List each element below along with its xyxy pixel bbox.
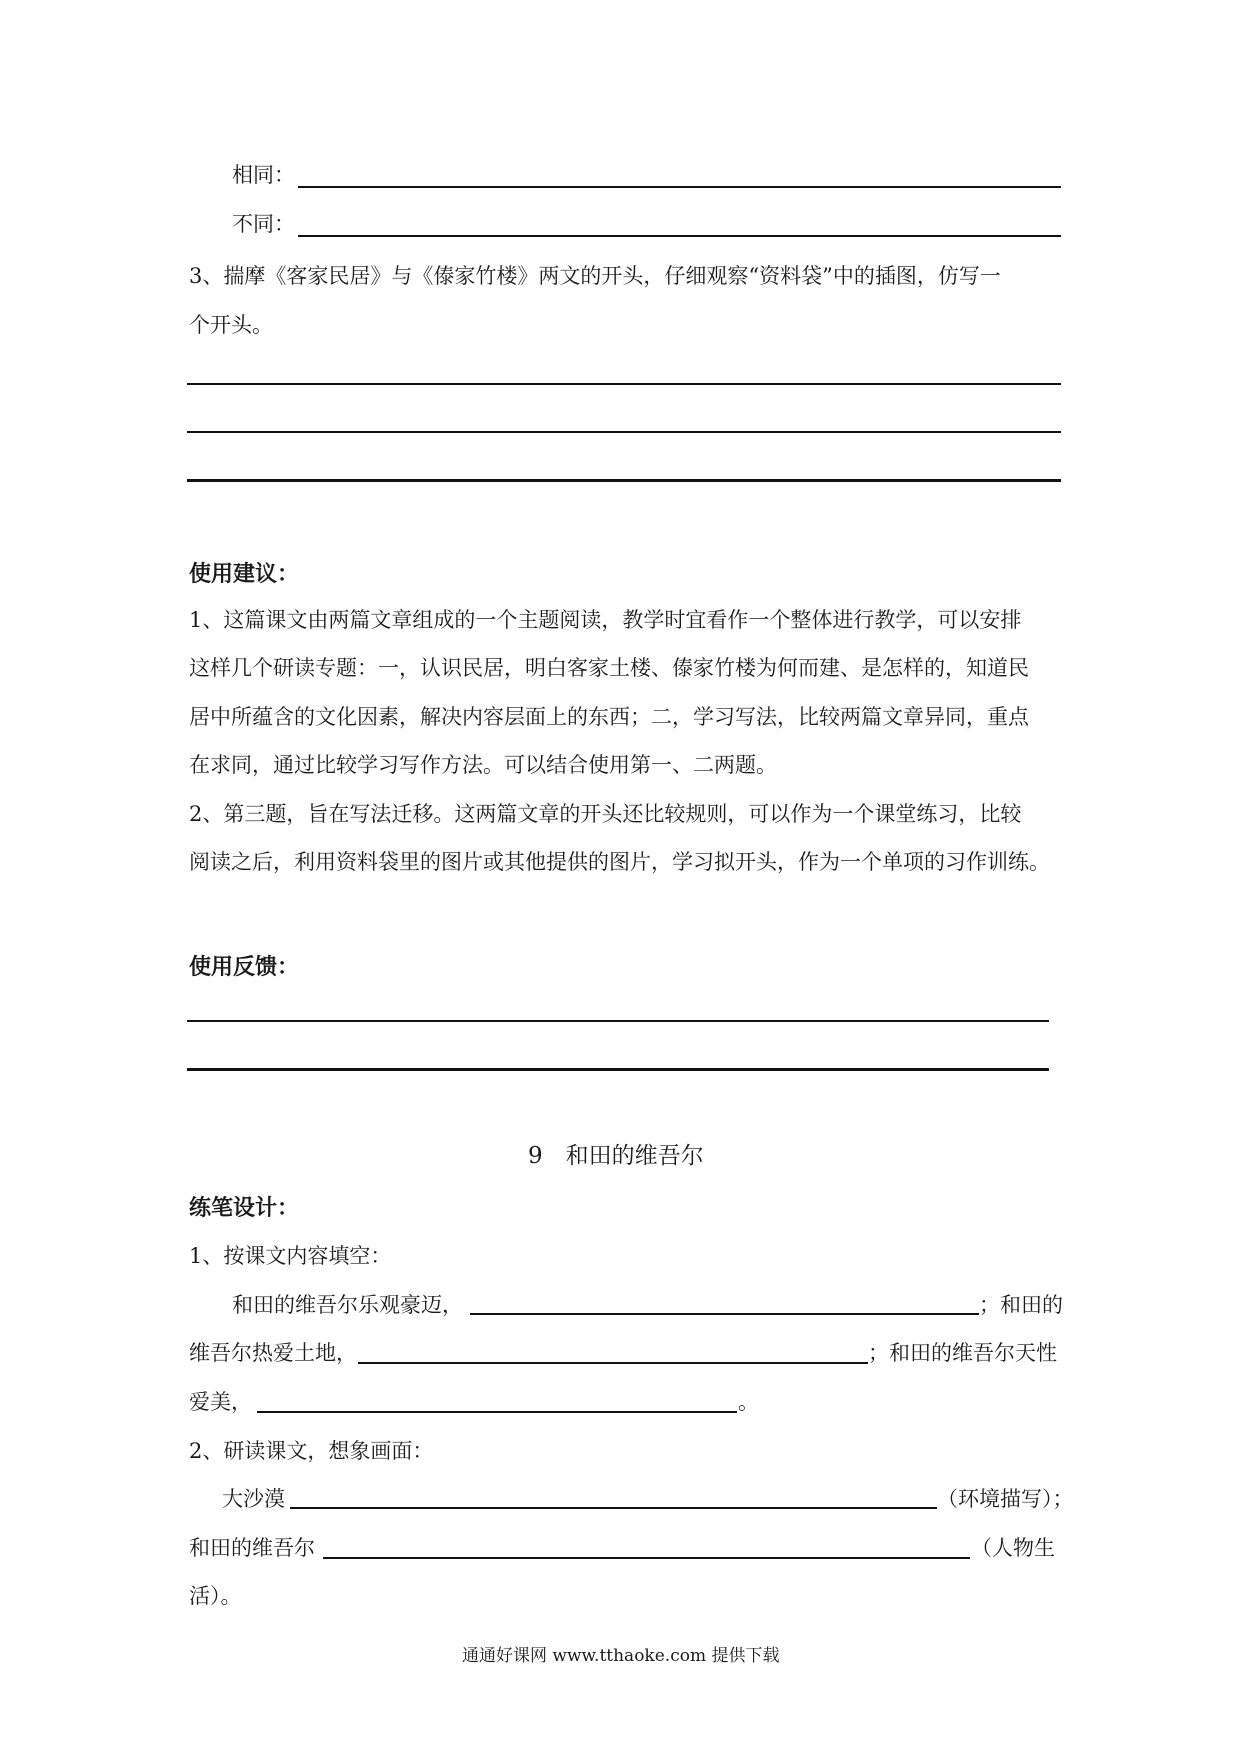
uyghur-blank (323, 1557, 970, 1559)
fill-b-start: 维吾尔热爱土地， (189, 1341, 357, 1365)
desert-blank (290, 1507, 937, 1509)
same-answer-line (298, 186, 1061, 188)
usage-suggestions-heading: 使用建议： (189, 562, 300, 587)
feedback-line-1 (187, 1020, 1049, 1022)
writing-practice-heading: 练笔设计： (189, 1196, 300, 1221)
uyghur-end: （人物生 (971, 1536, 1055, 1560)
desert-start: 大沙漠 (222, 1487, 285, 1511)
different-answer-line (298, 235, 1061, 237)
suggestion-line: 居中所蕴含的文化因素，解决内容层面上的东西；二，学习写法，比较两篇文章异同，重点 (189, 705, 1029, 729)
q3-answer-line-2 (187, 431, 1061, 433)
question-3-line-2: 个开头。 (189, 313, 273, 337)
fill-a-start: 和田的维吾尔乐观豪迈， (232, 1293, 463, 1317)
lesson-question-1: 1、按课文内容填空： (189, 1244, 392, 1268)
footer-text: 通通好课网 www.tthaoke.com 提供下载 (462, 1646, 780, 1666)
desert-end: （环境描写）； (937, 1487, 1074, 1511)
fill-a-blank (470, 1313, 979, 1315)
feedback-line-2 (187, 1068, 1049, 1071)
q3-answer-line-3 (187, 479, 1061, 482)
different-label: 不同： (232, 212, 295, 236)
fill-c-blank (257, 1411, 737, 1413)
fill-b-blank (358, 1362, 868, 1364)
fill-c-end: 。 (738, 1390, 759, 1414)
suggestion-line: 2、第三题，旨在写法迁移。这两篇文章的开头还比较规则，可以作为一个课堂练习，比较 (189, 802, 1022, 826)
fill-c-start: 爱美， (189, 1390, 252, 1414)
usage-feedback-heading: 使用反馈： (189, 955, 300, 980)
lesson-title: 9 和田的维吾尔 (528, 1143, 704, 1169)
lesson-question-2: 2、研读课文，想象画面： (189, 1439, 434, 1463)
uyghur-start: 和田的维吾尔 (189, 1536, 315, 1560)
suggestion-line: 这样几个研读专题：一，认识民居，明白客家土楼、傣家竹楼为何而建、是怎样的，知道民 (189, 656, 1029, 680)
suggestion-line: 1、这篇课文由两篇文章组成的一个主题阅读，教学时宜看作一个整体进行教学，可以安排 (189, 608, 1022, 632)
fill-a-end: ；和田的 (979, 1293, 1063, 1317)
suggestion-line: 在求同，通过比较学习写作方法。可以结合使用第一、二两题。 (189, 753, 777, 777)
uyghur-continuation: 活）。 (189, 1584, 242, 1608)
same-label: 相同： (232, 163, 295, 187)
fill-b-end: ；和田的维吾尔天性 (868, 1341, 1057, 1365)
q3-answer-line-1 (187, 383, 1061, 385)
question-3-line-1: 3、揣摩《客家民居》与《傣家竹楼》两文的开头，仔细观察“资料袋”中的插图，仿写一 (189, 264, 1001, 288)
suggestion-line: 阅读之后，利用资料袋里的图片或其他提供的图片，学习拟开头，作为一个单项的习作训练。 (189, 850, 1050, 874)
